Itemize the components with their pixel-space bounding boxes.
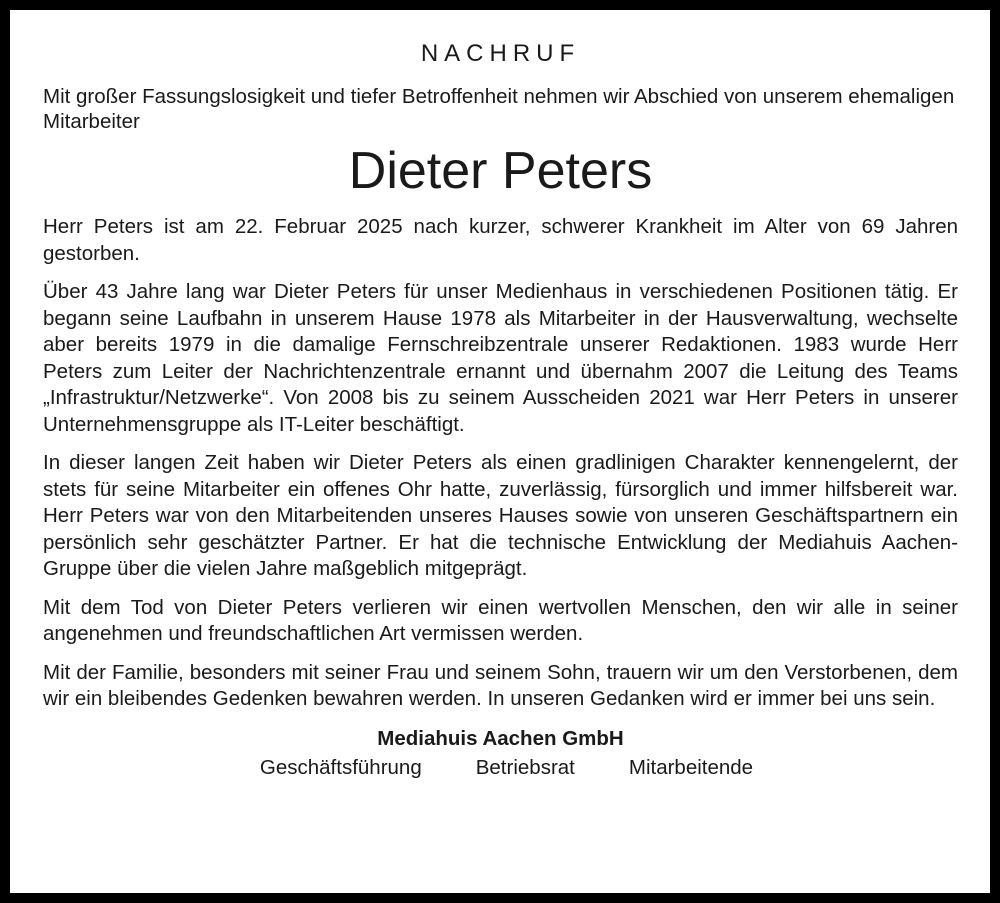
signature-management: Geschäftsführung: [259, 755, 422, 779]
signature-works-council: Betriebsrat: [475, 755, 575, 779]
company-name: Mediahuis Aachen GmbH: [377, 726, 624, 750]
paragraph-career: Über 43 Jahre lang war Dieter Peters für unser Medienhaus in verschiedenen Positionen tätig. Er begann seine Laufbahn in unserem Hause 1978 als Mitarbeiter in der Hausverwaltung, wechselte aber bereits 1979 in die damalige Fernschreibzentrale unserer Redaktionen. 1983 wurde Herr Peters zum Leiter der Nachrichtenzentrale ernannt und übernahm 2007 die Leitung des Teams „Infrastruktur/Netzwerke“. Von 2008 bis zu seinem Ausscheiden 2021 war Herr Peters in unserer Unternehmensgruppe als IT-Leiter beschäftigt.: [43, 280, 958, 436]
notice-heading: NACHRUF: [420, 40, 581, 67]
signature-line: [43, 754, 958, 782]
intro-text: Mit großer Fassungslosigkeit und tiefer Betroffenheit nehmen wir Abschied von unserem ehemaligen Mitarbeiter: [43, 85, 955, 133]
paragraph-loss: Mit dem Tod von Dieter Peters verlieren wir einen wertvollen Menschen, den wir alle in seiner angenehmen und freundschaftlichen Art vermissen werden.: [43, 595, 958, 645]
signature-employees: Mitarbeitende: [628, 755, 754, 779]
paragraph-death: Herr Peters ist am 22. Februar 2025 nach kurzer, schwerer Krankheit im Alter von 69 Jahren gestorben.: [43, 215, 958, 265]
paragraph-character: In dieser langen Zeit haben wir Dieter Peters als einen gradlinigen Charakter kennengelernt, der stets für seine Mitarbeiter ein offenes Ohr hatte, zuverlässig, fürsorglich und immer hilfsbereit war. Herr Peters war von den Mitarbeitenden unseres Hauses sowie von unseren Geschäftspartnern ein persönlich sehr geschätzter Partner. Er hat die technische Entwicklung der Mediahuis Aachen-Gruppe über die vielen Jahre maßgeblich mitgeprägt.: [43, 451, 958, 580]
notice-content: [43, 38, 958, 782]
paragraph-condolence: Mit der Familie, besonders mit seiner Frau und seinem Sohn, trauern wir um den Verstorbenen, dem wir ein bleibendes Gedenken bewahren werden. In unseren Gedanken wird er immer bei uns sein.: [43, 660, 958, 710]
deceased-name: Dieter Peters: [348, 142, 653, 200]
